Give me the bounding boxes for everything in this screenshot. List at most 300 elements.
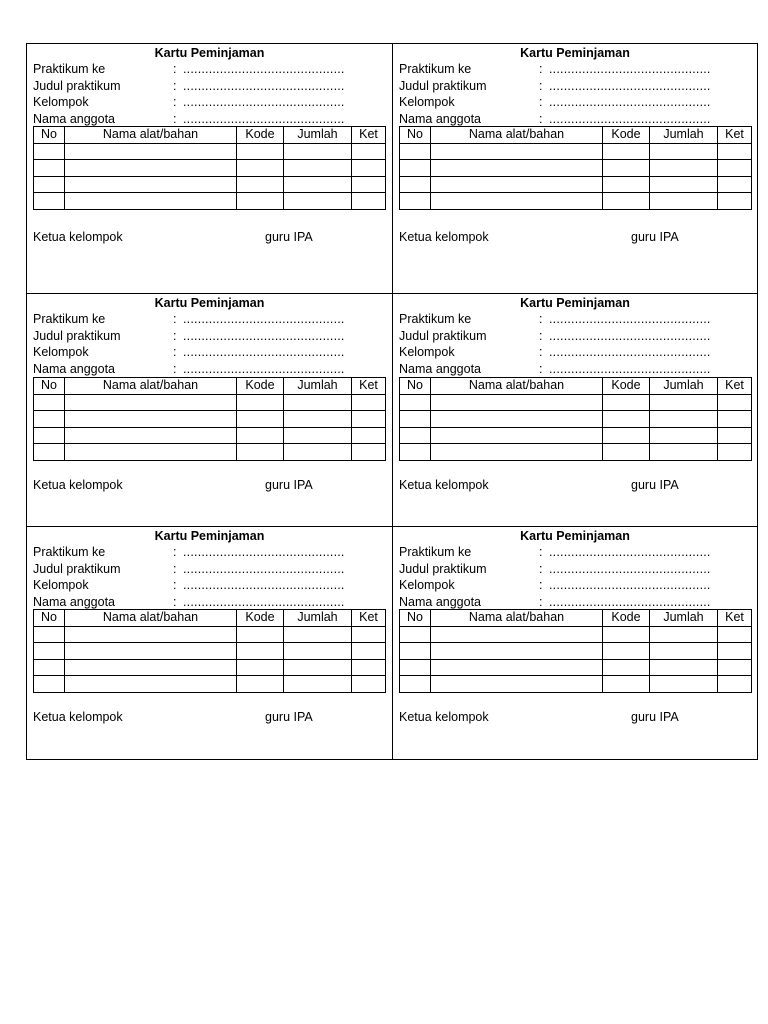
table-cell — [284, 626, 352, 643]
field-praktikum-ke — [27, 61, 392, 78]
field-blank: ............................................ — [183, 594, 345, 609]
col-header-ket: Ket — [352, 378, 386, 395]
col-header-kode: Kode — [603, 610, 650, 627]
table-cell — [352, 659, 386, 676]
table-cell — [284, 176, 352, 193]
table-row — [400, 143, 752, 160]
card-title: Kartu Peminjaman — [520, 529, 630, 543]
table-cell — [352, 411, 386, 428]
field-praktikum-ke — [27, 311, 392, 328]
table-cell — [284, 411, 352, 428]
table-cell — [431, 394, 603, 411]
field-label: Kelompok — [399, 95, 455, 109]
loan-card — [393, 527, 757, 759]
table-cell — [718, 444, 752, 461]
col-header-jumlah: Jumlah — [650, 127, 718, 144]
table-cell — [431, 176, 603, 193]
items-table — [399, 126, 752, 210]
field-nama-anggota — [27, 594, 392, 611]
field-nama-anggota — [393, 594, 757, 611]
table-cell — [352, 676, 386, 693]
table-cell — [65, 659, 237, 676]
table-cell — [603, 626, 650, 643]
table-cell — [65, 626, 237, 643]
table-cell — [400, 160, 431, 177]
field-kelompok — [27, 344, 392, 361]
items-table — [33, 377, 386, 461]
table-cell — [431, 427, 603, 444]
table-cell — [34, 676, 65, 693]
table-cell — [603, 659, 650, 676]
table-row — [400, 643, 752, 660]
col-header-ket: Ket — [718, 610, 752, 627]
field-colon: : — [173, 345, 177, 359]
field-kelompok — [393, 577, 757, 594]
table-cell — [34, 444, 65, 461]
field-colon: : — [539, 111, 543, 126]
field-label: Nama anggota — [399, 361, 482, 376]
table-cell — [237, 394, 284, 411]
field-label: Praktikum ke — [33, 545, 106, 559]
col-header-nama-alat: Nama alat/bahan — [65, 610, 237, 627]
loan-card — [27, 527, 393, 759]
table-cell — [65, 193, 237, 210]
field-blank: ............................................ — [549, 95, 711, 109]
field-blank: ............................................ — [183, 578, 345, 592]
signature-ketua-kelompok: Ketua kelompok — [33, 710, 123, 724]
table-cell — [650, 160, 718, 177]
signature-guru-ipa: guru IPA — [265, 478, 313, 492]
table-cell — [400, 427, 431, 444]
table-cell — [718, 427, 752, 444]
table-cell — [603, 427, 650, 444]
field-colon: : — [173, 545, 177, 559]
table-cell — [34, 626, 65, 643]
field-colon: : — [173, 312, 177, 326]
table-cell — [65, 160, 237, 177]
items-table — [33, 609, 386, 693]
signature-ketua-kelompok: Ketua kelompok — [33, 230, 123, 244]
field-blank: ............................................ — [549, 594, 711, 609]
field-label: Kelompok — [33, 345, 89, 359]
table-row — [34, 676, 386, 693]
field-label: Praktikum ke — [399, 545, 472, 559]
field-blank: ............................................ — [549, 561, 711, 576]
table-cell — [284, 143, 352, 160]
table-cell — [431, 411, 603, 428]
loan-card — [27, 44, 393, 294]
table-cell — [65, 643, 237, 660]
field-colon: : — [539, 312, 543, 326]
loan-card — [27, 294, 393, 527]
col-header-no: No — [400, 610, 431, 627]
field-colon: : — [173, 78, 177, 93]
col-header-jumlah: Jumlah — [284, 127, 352, 144]
field-colon: : — [173, 62, 177, 76]
table-cell — [34, 143, 65, 160]
table-cell — [650, 411, 718, 428]
field-judul-praktikum — [393, 78, 757, 95]
field-colon: : — [539, 545, 543, 559]
col-header-nama-alat: Nama alat/bahan — [65, 378, 237, 395]
table-cell — [400, 676, 431, 693]
table-cell — [603, 176, 650, 193]
table-cell — [34, 643, 65, 660]
table-row — [400, 444, 752, 461]
table-cell — [400, 626, 431, 643]
field-blank: ............................................ — [549, 345, 711, 359]
table-cell — [603, 411, 650, 428]
table-cell — [431, 676, 603, 693]
table-row — [34, 394, 386, 411]
card-title: Kartu Peminjaman — [154, 529, 265, 543]
col-header-kode: Kode — [237, 610, 284, 627]
signature-ketua-kelompok: Ketua kelompok — [399, 710, 489, 724]
table-row — [34, 427, 386, 444]
table-cell — [65, 394, 237, 411]
table-cell — [431, 643, 603, 660]
field-label: Judul praktikum — [399, 328, 487, 343]
table-cell — [237, 659, 284, 676]
table-cell — [718, 626, 752, 643]
table-header-row — [34, 127, 386, 144]
field-praktikum-ke — [393, 544, 757, 561]
field-colon: : — [539, 361, 543, 376]
field-nama-anggota — [27, 111, 392, 128]
table-cell — [352, 427, 386, 444]
table-cell — [34, 160, 65, 177]
table-row — [400, 659, 752, 676]
table-cell — [400, 643, 431, 660]
table-row — [400, 676, 752, 693]
items-table — [33, 126, 386, 210]
table-cell — [603, 444, 650, 461]
field-colon: : — [539, 578, 543, 592]
table-row — [400, 176, 752, 193]
field-colon: : — [173, 328, 177, 343]
loan-card-sheet — [26, 43, 758, 760]
table-row — [400, 427, 752, 444]
table-cell — [718, 176, 752, 193]
field-blank: ............................................ — [549, 78, 711, 93]
table-cell — [237, 427, 284, 444]
table-cell — [34, 176, 65, 193]
table-cell — [352, 193, 386, 210]
table-cell — [237, 193, 284, 210]
field-colon: : — [539, 345, 543, 359]
table-row — [400, 394, 752, 411]
table-cell — [284, 394, 352, 411]
signature-guru-ipa: guru IPA — [265, 230, 313, 244]
table-cell — [400, 143, 431, 160]
table-cell — [718, 160, 752, 177]
field-colon: : — [173, 578, 177, 592]
field-blank: ............................................ — [183, 345, 345, 359]
col-header-nama-alat: Nama alat/bahan — [431, 127, 603, 144]
col-header-ket: Ket — [352, 127, 386, 144]
table-cell — [284, 676, 352, 693]
table-cell — [65, 427, 237, 444]
table-cell — [237, 626, 284, 643]
col-header-no: No — [34, 127, 65, 144]
table-row — [34, 193, 386, 210]
field-label: Kelompok — [33, 95, 89, 109]
table-cell — [65, 176, 237, 193]
field-label: Nama anggota — [399, 111, 482, 126]
loan-card — [393, 44, 757, 294]
table-row — [400, 626, 752, 643]
table-cell — [284, 160, 352, 177]
signature-guru-ipa: guru IPA — [631, 710, 679, 724]
field-blank: ............................................ — [183, 312, 345, 326]
table-row — [34, 160, 386, 177]
signature-guru-ipa: guru IPA — [631, 230, 679, 244]
field-label: Judul praktikum — [33, 561, 121, 576]
table-cell — [431, 444, 603, 461]
field-nama-anggota — [393, 361, 757, 378]
field-judul-praktikum — [27, 328, 392, 345]
col-header-ket: Ket — [718, 378, 752, 395]
table-cell — [65, 676, 237, 693]
table-row — [34, 626, 386, 643]
table-cell — [650, 626, 718, 643]
field-blank: ............................................ — [549, 111, 711, 126]
card-title: Kartu Peminjaman — [154, 46, 265, 60]
signature-guru-ipa: guru IPA — [265, 710, 313, 724]
table-row — [34, 143, 386, 160]
field-label: Praktikum ke — [33, 312, 106, 326]
table-row — [34, 643, 386, 660]
field-label: Judul praktikum — [33, 78, 121, 93]
field-colon: : — [539, 95, 543, 109]
table-cell — [431, 626, 603, 643]
field-blank: ............................................ — [183, 328, 345, 343]
field-colon: : — [173, 594, 177, 609]
table-cell — [65, 444, 237, 461]
table-cell — [352, 160, 386, 177]
table-row — [400, 411, 752, 428]
col-header-no: No — [400, 378, 431, 395]
table-cell — [400, 176, 431, 193]
field-blank: ............................................ — [183, 545, 345, 559]
field-colon: : — [173, 111, 177, 126]
table-cell — [400, 411, 431, 428]
field-praktikum-ke — [27, 544, 392, 561]
table-cell — [718, 411, 752, 428]
table-cell — [284, 444, 352, 461]
table-cell — [400, 659, 431, 676]
table-header-row — [400, 378, 752, 395]
col-header-jumlah: Jumlah — [284, 378, 352, 395]
table-cell — [650, 193, 718, 210]
field-blank: ............................................ — [183, 111, 345, 126]
table-cell — [400, 193, 431, 210]
col-header-jumlah: Jumlah — [284, 610, 352, 627]
table-cell — [352, 143, 386, 160]
table-row — [34, 411, 386, 428]
items-table — [399, 609, 752, 693]
col-header-no: No — [400, 127, 431, 144]
table-cell — [65, 411, 237, 428]
field-colon: : — [173, 561, 177, 576]
table-row — [34, 176, 386, 193]
field-label: Praktikum ke — [33, 62, 106, 76]
table-cell — [34, 394, 65, 411]
col-header-kode: Kode — [237, 378, 284, 395]
field-label: Kelompok — [33, 578, 89, 592]
field-judul-praktikum — [27, 561, 392, 578]
field-kelompok — [393, 344, 757, 361]
table-cell — [603, 676, 650, 693]
field-kelompok — [27, 94, 392, 111]
col-header-no: No — [34, 610, 65, 627]
table-cell — [34, 193, 65, 210]
table-cell — [650, 176, 718, 193]
table-cell — [352, 176, 386, 193]
table-cell — [284, 193, 352, 210]
field-blank: ............................................ — [549, 361, 711, 376]
field-blank: ............................................ — [183, 95, 345, 109]
table-cell — [431, 160, 603, 177]
table-cell — [650, 427, 718, 444]
field-label: Judul praktikum — [399, 561, 487, 576]
col-header-jumlah: Jumlah — [650, 610, 718, 627]
table-cell — [603, 643, 650, 660]
signature-ketua-kelompok: Ketua kelompok — [399, 230, 489, 244]
table-cell — [237, 176, 284, 193]
table-cell — [237, 643, 284, 660]
table-cell — [284, 427, 352, 444]
field-blank: ............................................ — [549, 328, 711, 343]
col-header-ket: Ket — [718, 127, 752, 144]
table-cell — [237, 160, 284, 177]
field-kelompok — [27, 577, 392, 594]
field-kelompok — [393, 94, 757, 111]
table-cell — [65, 143, 237, 160]
table-cell — [603, 394, 650, 411]
field-colon: : — [539, 328, 543, 343]
field-praktikum-ke — [393, 311, 757, 328]
table-cell — [718, 193, 752, 210]
table-cell — [237, 411, 284, 428]
signature-ketua-kelompok: Ketua kelompok — [33, 478, 123, 492]
field-label: Judul praktikum — [33, 328, 121, 343]
table-row — [400, 193, 752, 210]
col-header-nama-alat: Nama alat/bahan — [431, 610, 603, 627]
col-header-jumlah: Jumlah — [650, 378, 718, 395]
col-header-no: No — [34, 378, 65, 395]
field-blank: ............................................ — [549, 578, 711, 592]
field-colon: : — [539, 594, 543, 609]
col-header-kode: Kode — [603, 378, 650, 395]
table-cell — [603, 193, 650, 210]
table-cell — [284, 659, 352, 676]
table-cell — [603, 160, 650, 177]
table-cell — [284, 643, 352, 660]
table-cell — [718, 676, 752, 693]
table-header-row — [34, 378, 386, 395]
table-cell — [34, 411, 65, 428]
field-label: Nama anggota — [33, 361, 116, 376]
field-label: Nama anggota — [399, 594, 482, 609]
field-label: Praktikum ke — [399, 312, 472, 326]
table-cell — [352, 626, 386, 643]
field-blank: ............................................ — [549, 545, 711, 559]
col-header-kode: Kode — [237, 127, 284, 144]
table-cell — [650, 659, 718, 676]
table-cell — [650, 643, 718, 660]
table-cell — [237, 444, 284, 461]
table-cell — [603, 143, 650, 160]
table-cell — [34, 427, 65, 444]
table-cell — [431, 659, 603, 676]
field-label: Judul praktikum — [399, 78, 487, 93]
card-title: Kartu Peminjaman — [520, 46, 630, 60]
field-colon: : — [173, 95, 177, 109]
field-label: Nama anggota — [33, 111, 116, 126]
table-cell — [352, 444, 386, 461]
field-nama-anggota — [27, 361, 392, 378]
table-row — [34, 444, 386, 461]
col-header-nama-alat: Nama alat/bahan — [431, 378, 603, 395]
field-judul-praktikum — [27, 78, 392, 95]
table-cell — [650, 143, 718, 160]
field-colon: : — [539, 78, 543, 93]
field-nama-anggota — [393, 111, 757, 128]
table-cell — [718, 143, 752, 160]
table-cell — [650, 394, 718, 411]
field-blank: ............................................ — [183, 361, 345, 376]
field-colon: : — [539, 62, 543, 76]
field-judul-praktikum — [393, 561, 757, 578]
field-colon: : — [173, 361, 177, 376]
table-cell — [718, 659, 752, 676]
table-cell — [431, 193, 603, 210]
field-label: Nama anggota — [33, 594, 116, 609]
table-cell — [400, 444, 431, 461]
field-label: Kelompok — [399, 345, 455, 359]
field-label: Kelompok — [399, 578, 455, 592]
table-cell — [650, 444, 718, 461]
table-cell — [400, 394, 431, 411]
field-blank: ............................................ — [183, 62, 345, 76]
signature-ketua-kelompok: Ketua kelompok — [399, 478, 489, 492]
field-blank: ............................................ — [549, 62, 711, 76]
card-title: Kartu Peminjaman — [154, 296, 265, 310]
field-colon: : — [539, 561, 543, 576]
table-cell — [237, 676, 284, 693]
field-label: Praktikum ke — [399, 62, 472, 76]
table-cell — [718, 394, 752, 411]
card-title: Kartu Peminjaman — [520, 296, 630, 310]
table-row — [400, 160, 752, 177]
col-header-kode: Kode — [603, 127, 650, 144]
col-header-ket: Ket — [352, 610, 386, 627]
table-row — [34, 659, 386, 676]
field-blank: ............................................ — [183, 78, 345, 93]
field-blank: ............................................ — [549, 312, 711, 326]
table-cell — [352, 643, 386, 660]
col-header-nama-alat: Nama alat/bahan — [65, 127, 237, 144]
field-judul-praktikum — [393, 328, 757, 345]
field-blank: ............................................ — [183, 561, 345, 576]
table-header-row — [34, 610, 386, 627]
table-cell — [352, 394, 386, 411]
table-cell — [431, 143, 603, 160]
items-table — [399, 377, 752, 461]
signature-guru-ipa: guru IPA — [631, 478, 679, 492]
table-cell — [650, 676, 718, 693]
